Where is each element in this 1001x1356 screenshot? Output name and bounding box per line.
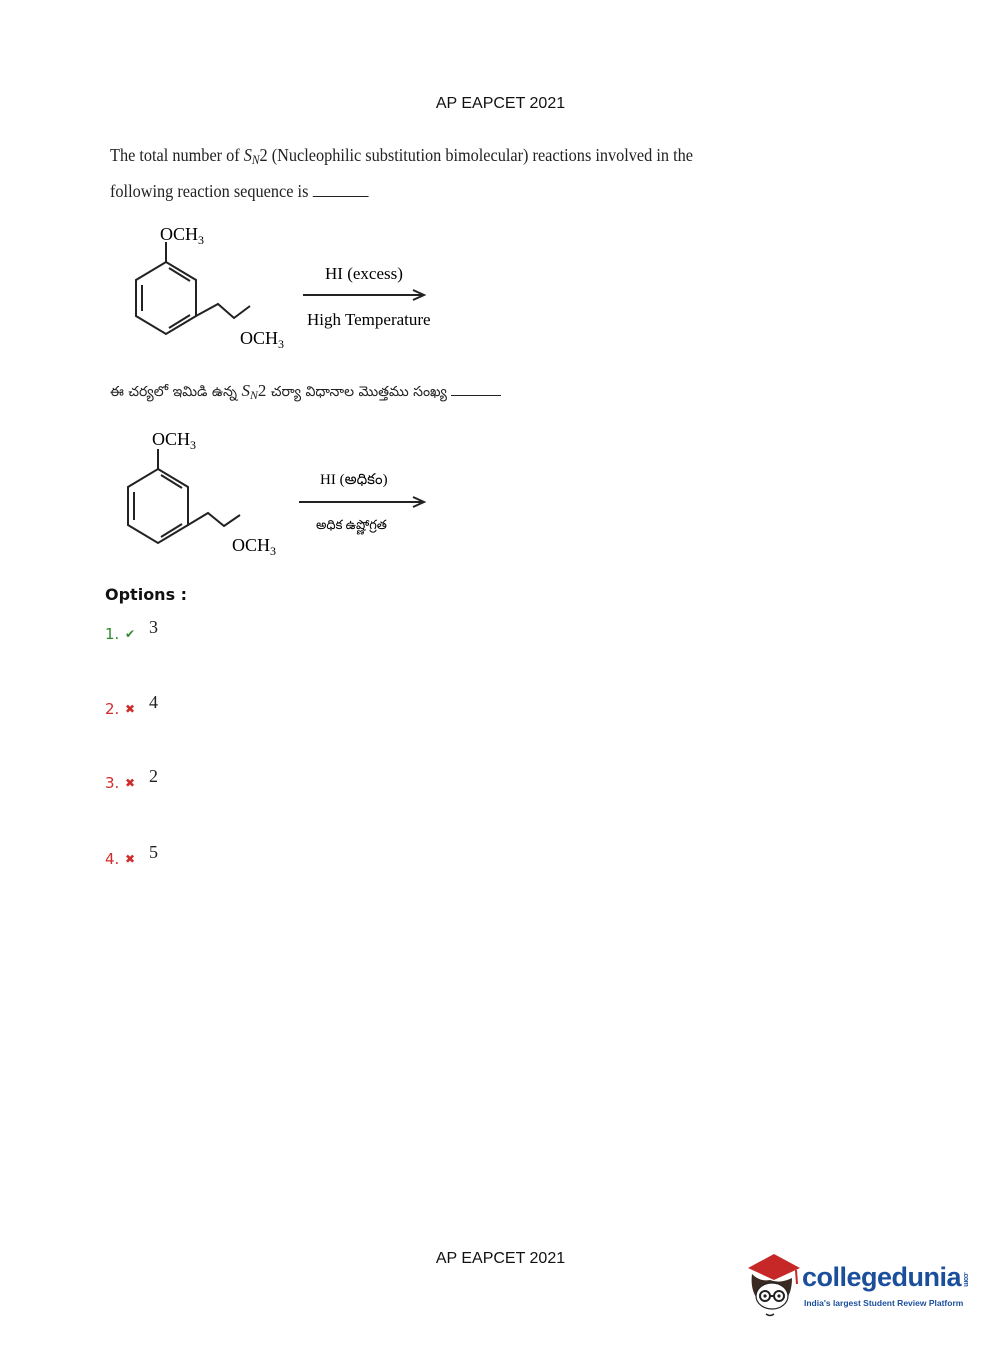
check-icon: ✔ — [125, 626, 136, 641]
side-substituent-label: $OCH_3$ — [232, 535, 277, 558]
top-substituent-label: $OCH_3$ — [152, 429, 197, 452]
logo-wordmark: collegedunia.com — [802, 1262, 970, 1292]
answer-blank — [312, 196, 368, 197]
options-heading: Options : — [105, 585, 188, 604]
question-text-telugu: ఈ చర్యలో ఇమిడి ఉన్న $S_N2$ చర్యా విధానాల మొత్తము సంఖ్య — [110, 381, 501, 403]
sn2-symbol: $S_N$ — [243, 145, 260, 168]
reaction-scheme-telugu — [92, 423, 452, 568]
condition-label: అధిక ఉష్ణోగ్రత — [316, 517, 387, 532]
cross-icon: ✖ — [125, 701, 136, 716]
cross-icon: ✖ — [125, 851, 136, 866]
cross-icon: ✖ — [125, 775, 136, 790]
page-header: AP EAPCET 2021 — [435, 95, 566, 112]
collegedunia-logo — [740, 1250, 970, 1320]
side-substituent-label: $OCH_3$ — [240, 328, 285, 351]
option-3[interactable]: 3. ✖ 2 — [105, 766, 158, 792]
question-text-english: The total number of $S_N2$ (Nucleophilic substitution bimolecular) reactions involved in the following reaction sequence is — [110, 145, 693, 202]
option-2[interactable]: 2. ✖ 4 — [105, 692, 158, 718]
option-1[interactable]: 1. ✔ 3 — [105, 617, 158, 643]
page-footer: AP EAPCET 2021 — [435, 1250, 566, 1267]
reaction-scheme-english — [100, 218, 460, 358]
reagent-label: HI (అధికం) — [320, 472, 388, 488]
logo-tagline: India's largest Student Review Platform — [804, 1298, 964, 1308]
top-substituent-label: $OCH_3$ — [160, 224, 205, 247]
answer-blank-telugu — [451, 395, 501, 396]
reagent-label: HI (excess) — [325, 264, 403, 283]
mascot-icon — [740, 1250, 802, 1318]
condition-label: High Temperature — [307, 310, 431, 329]
option-4[interactable]: 4. ✖ 5 — [105, 842, 158, 868]
